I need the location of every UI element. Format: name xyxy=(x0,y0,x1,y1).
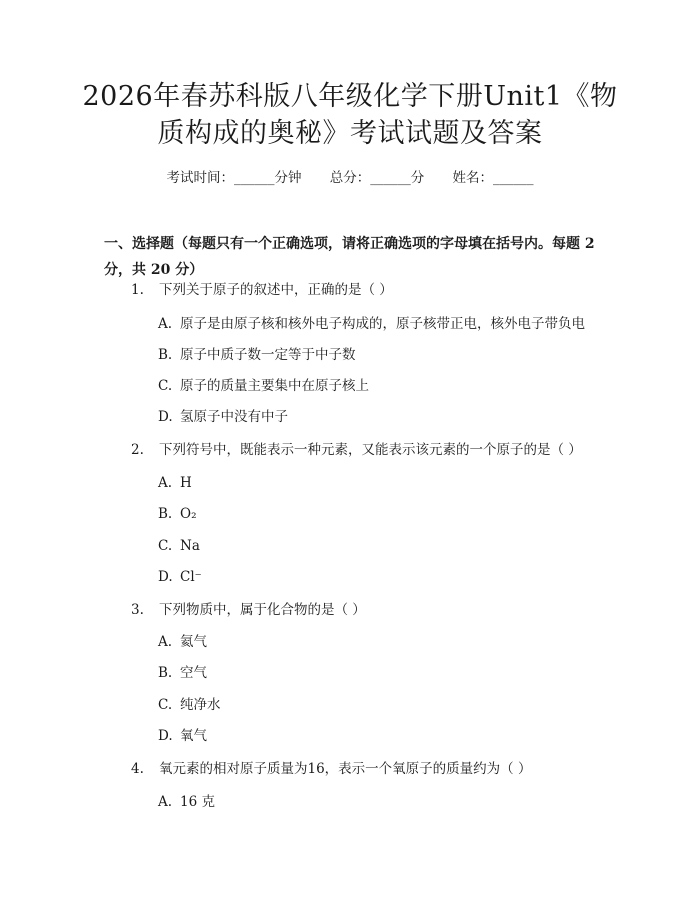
question-text: 下列物质中，属于化合物的是（ ） xyxy=(159,602,366,618)
option-letter: A. xyxy=(158,475,173,491)
question-2 xyxy=(131,440,582,460)
option-text: 纯净水 xyxy=(180,697,221,713)
question-3-option-b xyxy=(158,663,207,683)
option-text: 氦气 xyxy=(180,634,207,650)
option-text: 氢原子中没有中子 xyxy=(180,409,288,425)
question-2-option-b xyxy=(158,504,196,524)
option-letter: B. xyxy=(158,506,173,522)
question-3-option-c xyxy=(158,695,221,715)
question-text: 下列关于原子的叙述中，正确的是（ ） xyxy=(159,282,393,298)
question-number: 2. xyxy=(131,442,144,458)
option-letter: C. xyxy=(158,697,173,713)
option-text: H xyxy=(180,475,192,491)
question-3 xyxy=(131,600,366,620)
question-2-option-d xyxy=(158,567,202,587)
student-name-field: 姓名：______ xyxy=(452,170,534,186)
option-letter: B. xyxy=(158,347,173,363)
option-text: 16 克 xyxy=(180,794,215,810)
question-4-option-a xyxy=(158,792,215,812)
option-text: Na xyxy=(180,538,200,554)
option-text: 氧气 xyxy=(180,728,207,744)
title-line-2: 质构成的奥秘》考试试题及答案 xyxy=(157,118,543,149)
option-letter: D. xyxy=(158,569,173,585)
option-letter: B. xyxy=(158,665,173,681)
question-1 xyxy=(131,280,393,300)
question-2-option-c xyxy=(158,536,200,556)
option-text: 空气 xyxy=(180,665,207,681)
option-letter: D. xyxy=(158,728,173,744)
option-text: Cl⁻ xyxy=(180,569,202,585)
title-line-1: 2026年春苏科版八年级化学下册Unit1《物 xyxy=(82,81,618,112)
option-letter: A. xyxy=(158,316,173,332)
option-letter: D. xyxy=(158,409,173,425)
question-4 xyxy=(131,759,531,779)
total-score-field: 总分：______分 xyxy=(329,170,425,186)
question-3-option-a xyxy=(158,632,207,652)
option-letter: A. xyxy=(158,794,173,810)
question-2-option-a xyxy=(158,473,192,493)
section-heading xyxy=(104,231,604,283)
question-1-option-a xyxy=(158,314,585,334)
question-3-option-d xyxy=(158,726,207,746)
section-heading-line-1: 一、选择题（每题只有一个正确选项，请将正确选项的字母填在括号内。每题 2 xyxy=(104,236,595,252)
option-text: 原子中质子数一定等于中子数 xyxy=(180,347,356,363)
exam-time-field: 考试时间：______分钟 xyxy=(166,170,302,186)
exam-info-line xyxy=(0,168,700,188)
question-text: 氧元素的相对原子质量为16，表示一个氧原子的质量约为（ ） xyxy=(159,761,532,777)
question-1-option-b xyxy=(158,345,356,365)
question-text: 下列符号中，既能表示一种元素，又能表示该元素的一个原子的是（ ） xyxy=(159,442,582,458)
question-number: 4. xyxy=(131,761,144,777)
document-title xyxy=(80,78,620,152)
option-text: O₂ xyxy=(180,506,197,522)
option-text: 原子是由原子核和核外电子构成的，原子核带正电，核外电子带负电 xyxy=(180,316,585,332)
option-letter: A. xyxy=(158,634,173,650)
option-letter: C. xyxy=(158,538,173,554)
question-number: 1. xyxy=(131,282,144,298)
question-1-option-d xyxy=(158,407,288,427)
question-1-option-c xyxy=(158,376,369,396)
question-number: 3. xyxy=(131,602,144,618)
option-text: 原子的质量主要集中在原子核上 xyxy=(180,378,369,394)
option-letter: C. xyxy=(158,378,173,394)
section-heading-line-2: 分，共 20 分） xyxy=(104,262,204,278)
